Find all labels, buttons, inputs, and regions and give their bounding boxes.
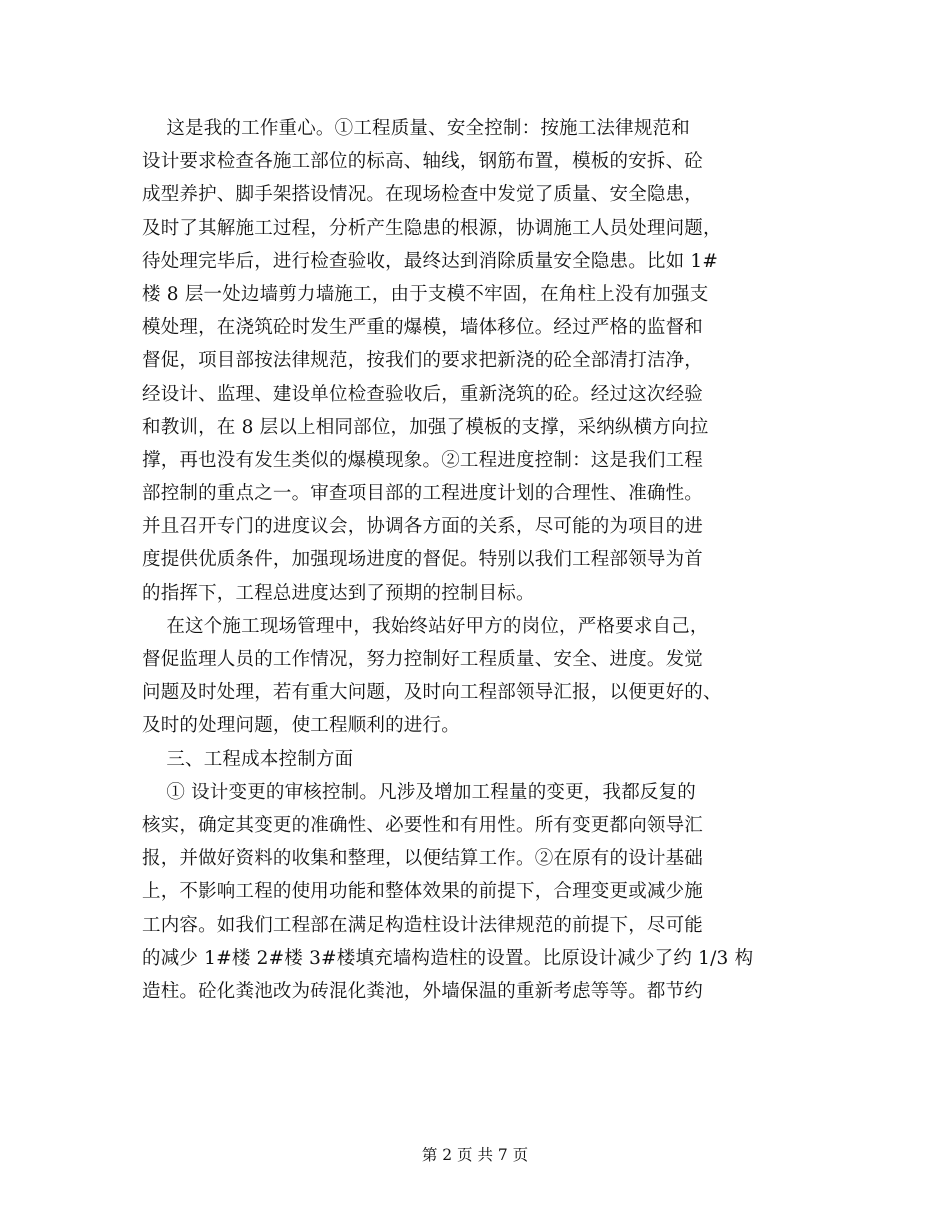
- text-line: 督促，项目部按法律规范，按我们的要求把新浇的砼全部清打洁净，: [142, 350, 704, 372]
- text-line: 这是我的工作重心。①工程质量、安全控制：按施工法律规范和: [142, 118, 690, 139]
- text-line: 经设计、监理、建设单位检查验收后，重新浇筑的砼。经过这次经验: [142, 383, 704, 405]
- text-line: 模处理，在浇筑砼时发生严重的爆模，墙体移位。经过严格的监督和: [142, 317, 704, 339]
- document-body: [142, 112, 814, 1008]
- text-line: 成型养护、脚手架搭设情况。在现场检查中发觉了质量、安全隐患，: [142, 184, 704, 206]
- text-line: ① 设计变更的审核控制。凡涉及增加工程量的变更，我都反复的: [142, 781, 697, 803]
- text-line: 设计要求检查各施工部位的标高、轴线，钢筋布置，模板的安拆、砼: [142, 151, 704, 173]
- text-line: 造柱。砼化粪池改为砖混化粪池，外墙保温的重新考虑等等。都节约: [142, 980, 704, 1002]
- text-line: 及时了其解施工过程，分析产生隐患的根源，协调施工人员处理问题，: [142, 217, 722, 239]
- text-line: 督促监理人员的工作情况，努力控制好工程质量、安全、进度。发觉: [142, 649, 704, 670]
- text-line: 楼 8 层一处边墙剪力墙施工，由于支模不牢固，在角柱上没有加强支: [142, 283, 709, 305]
- text-line: 上，不影响工程的使用功能和整体效果的前提下，合理变更或减少施: [142, 881, 704, 903]
- text-line: 在这个施工现场管理中，我始终站好甲方的岗位，严格要求自己，: [142, 615, 709, 637]
- text-line: 并且召开专门的进度议会，协调各方面的关系，尽可能的为项目的进: [142, 516, 704, 538]
- page-number-footer: 第 2 页 共 7 页: [421, 1146, 529, 1164]
- text-line: 度提供优质条件，加强现场进度的督促。特别以我们工程部领导为首: [142, 549, 704, 571]
- text-line: 核实，确定其变更的准确性、必要性和有用性。所有变更都向领导汇: [142, 814, 704, 836]
- text-line: 撑，再也没有发生类似的爆模现象。②工程进度控制：这是我们工程: [142, 449, 704, 471]
- section-heading: 三、工程成本控制方面: [142, 748, 354, 770]
- text-line: 的减少 1#楼 2#楼 3#楼填充墙构造柱的设置。比原设计减少了约 1/3 构: [142, 947, 754, 969]
- text-line: 的指挥下，工程总进度达到了预期的控制目标。: [142, 582, 535, 604]
- text-line: 问题及时处理，若有重大问题，及时向工程部领导汇报，以便更好的、: [142, 682, 722, 704]
- text-line: 及时的处理问题，使工程顺利的进行。: [142, 715, 460, 737]
- text-line: 待处理完毕后，进行检查验收，最终达到消除质量安全隐患。比如 1#: [142, 250, 719, 272]
- text-line: 工内容。如我们工程部在满足构造柱设计法律规范的前提下，尽可能: [142, 914, 704, 936]
- text-line: 部控制的重点之一。审查项目部的工程进度计划的合理性、准确性。: [142, 483, 704, 505]
- text-line: 报，并做好资料的收集和整理，以便结算工作。②在原有的设计基础: [142, 848, 704, 870]
- text-line: 和教训，在 8 层以上相同部位，加强了模板的支撑，采纳纵横方向拉: [142, 416, 709, 438]
